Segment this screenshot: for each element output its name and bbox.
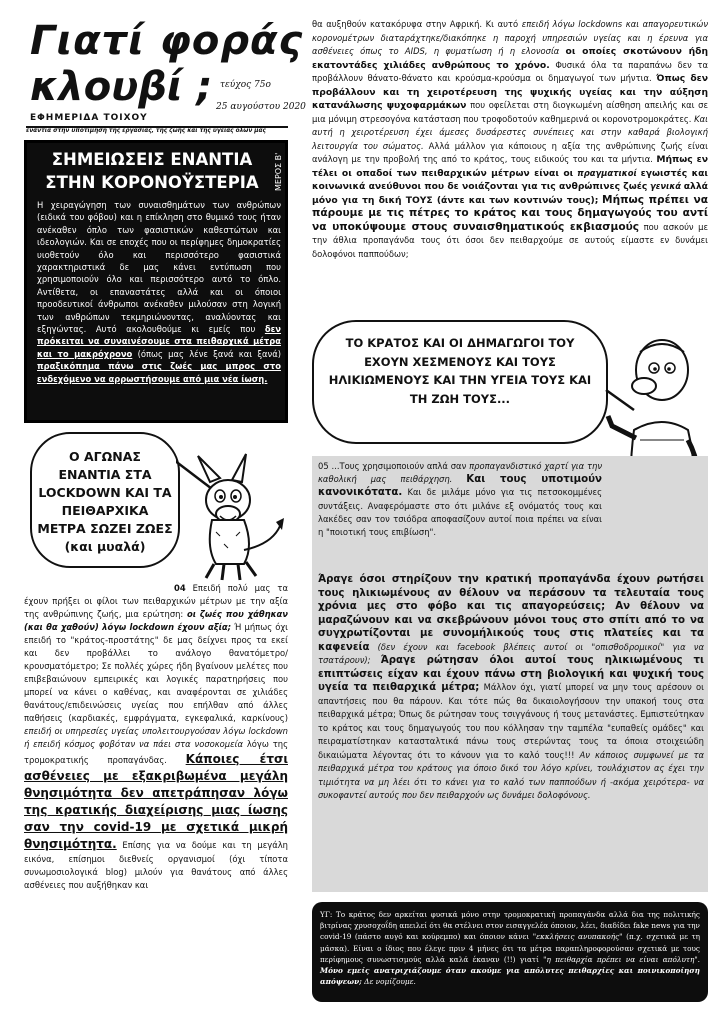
- section-05-intro-italic: προπαγανδιστικό χαρτί για την καθολική μας πειθάρχηση.: [318, 461, 602, 485]
- postscript-2-italic: "η πειθαρχία πρέπει να είναι απόλυτη".: [543, 954, 701, 964]
- donkey-cartoon-icon: [176, 452, 288, 582]
- right-text-4-bold-italic-2: γενικά: [649, 181, 682, 191]
- section-05-body-2: Μάλλον όχι, γιατί μπορεί να μην τους αρέσουν οι απαντήσεις που θα πάρουν. Και τότε πώς θα δικαιολογήσουν την υπακοή τους στα πειθαρχικά μέτρα; Όπως δε ρώτησαν τους τσιγγάνους ή τους μετανάστες. Εμπιστεύτηκαν το κράτος και τους δημαγωγούς του που κόλλησαν την ταμπέλα "ευπαθείς ομάδες" και πειραματίστηκαν κατασταλτικά πάνω τους στερώντας τους τα όποια στοιχειώδη δικαιώματα λέγοντας ότι το κάνουν για το καλό τους!!!: [318, 682, 705, 760]
- section-04-body-end: λόγω της τρομοκρατικής προπαγάνδας.: [24, 739, 288, 765]
- section-04-italic: επειδή οι υπηρεσίες υγείας υπολειτουργούσαν λόγω lockdown ή επειδή κόσμος φοβόταν να πάει στα νοσοκομεία: [24, 726, 288, 749]
- postscript-1-italic: "εκκλήσεις ανυπακοής": [532, 932, 623, 942]
- right-text-4-bold-1: Μήπως εν τέλει οι οπαδοί των πειθαρχικών μέτρων είναι οι: [312, 154, 708, 179]
- notes-text-mid: (όπως μας λένε ξανά και ξανά): [132, 348, 281, 359]
- masthead: [26, 18, 306, 128]
- postscript-2: (π.χ. σχετικά με τη μάσκα). Είναι ο ίδιος που έλεγε πριν 4 μήνες ότι τα μέτρα παραπληροφορούσαν σχετικά με τους περίφημους συνωστισμούς αλλά καλά έκαναν (!!) γιατί: [320, 932, 701, 964]
- right-text-4-bold-3: αλλά μόνο για τη δική ΤΟΥΣ (άντε και των κοντινών τους);: [312, 181, 708, 206]
- notes-text: Η χειραγώγηση των συναισθημάτων των ανθρώπων (ειδικά του φόβου) και η επίκληση στο θυμικό τους ήταν ανέκαθεν όπλο των φασιστικών καθεστώτων και ιδεολογιών. Και σε εποχές που οι περίφημες δημοκρατίες υιοθετούν όλο και περισσότερο φασιστικά χαρακτηριστικά δε μας κάνει εντύπωση που χρησιμοποιούν όλο και περισσότερο αυτό το όπλο. Αντίθετα, οι επαναστάτες αλλά και οι όποιοι προοδευτικοί άνθρωποι ανέκαθεν μιλούσαν στη λογική των ανθρώπων τεκμηριώνοντας, αναλύοντας και εξηγώντας. Αυτό ακολουθούμε κι εμείς που: [37, 200, 281, 335]
- notes-body: [37, 199, 281, 385]
- right-text-4-bold-italic: πραγματικοί: [577, 167, 637, 178]
- speech-bubble-right-text: ΤΟ ΚΡΑΤΟΣ ΚΑΙ ΟΙ ΔΗΜΑΓΩΓΟΙ ΤΟΥ ΕΧΟΥΝ ΧΕΣΜΕΝΟΥΣ ΚΑΙ ΤΟΥΣ ΗΛΙΚΙΩΜΕΝΟΥΣ ΚΑΙ ΤΗΝ ΥΓΕΙΑ ΤΟΥΣ ΚΑΙ ΤΗ ΖΩΗ ΤΟΥΣ...: [328, 336, 592, 406]
- right-text-1: θα αυξηθούν κατακόρυφα στην Αφρική. Κι αυτό: [312, 19, 519, 29]
- masthead-subtitle: ΕΦΗΜΕΡΙΔΑ ΤΟΙΧΟΥ: [30, 113, 148, 123]
- postscript-closing: Δε νομίζουμε.: [364, 977, 416, 987]
- issue-date: 25 αυγούστου 2020: [216, 102, 306, 112]
- notes-underlined-1: δεν πρόκειται να συναινέσουμε στα πειθαρχικά μέτρα και το μακρόχρονο: [37, 324, 281, 359]
- right-text-1-italic: επειδή λόγω lockdowns και απαγορευτικών κορονομέτρων διαταράχτηκε/διακόπηκε η παροχή υπηρεσιών υγείας και η έρευνα για ασθένειες όπως το AIDS, η φυματίωση ή η ελονοσία: [312, 19, 708, 56]
- section-05-body-1: Και δε μιλάμε μόνο για τις πετσοκομμένες συντάξεις. Αναφερόμαστε στο ότι μιλάνε εξ ονόματός τους και λακέδες σαν τον τσιόδρα αποφασίζουν αυτοί ποια πρέπει να είναι η "ποιοτική τους επιβίωση".: [318, 487, 602, 538]
- notes-underlined-2: πραξικόπημα πάνω στις ζωές μας μπρος στο ενδεχόμενο να αρρωστήσουμε από μια νέα ίωση.: [37, 361, 281, 384]
- masthead-title-line2: κλουβί ;: [30, 64, 213, 110]
- section-05-intro: ...Τους χρησιμοποιούν απλά σαν: [331, 461, 467, 471]
- postscript-1: ΥΓ: Το κράτος δεν αρκείται φυσικά μόνο στην τρομοκρατική προπαγάνδα αλλά δια της πολιτικής βιτρίνας χρυσοχοΐδη απειλεί ότι θα στέλνει στον εισαγγελέα όποιον, λέει, διαδίδει fake news για την covid-19 (πάστο αυγό και κούρεμπο) και όποιον κάνει: [320, 910, 700, 942]
- section-04-closing: Επίσης για να δούμε και τη μεγάλη εικόνα, επίσημοι διεθνείς οργανισμοί (όχι τίποτα συνωμοσιολογικά blog) μιλούν για θανάτους από άλλες ασθένειες που αυξήθηκαν και: [24, 840, 288, 890]
- section-05-question-1: Άραγε όσοι στηρίζουν την κρατική προπαγάνδα έχουν ρωτήσει τους ηλικιωμένους αν θέλουν να περάσουν τα τελευταία τους χρόνια μες στο φόβο και τις απαγορεύσεις; Αν θέλουν να μαραζώνουν και να σκεβρώνουν μόνοι τους στο σπίτι από το να συγχρωτίζονται με συνομήλικούς τους στις πλατείες και τα καφενεία: [318, 574, 704, 653]
- right-text-2-bold: Όπως δεν προβάλλουν και τη χειροτέρευση της ψυχικής υγείας και την αύξηση κατανάλωσης ψυχοφαρμάκων: [312, 73, 709, 111]
- section-04-body: Ή μήπως όχι επειδή το "κράτος-προστάτης" δε μας δείχνει προς τα εκεί και δεν προβάλλει το ανάλογο θανατόμετρο/κρουσματόμετρο; Σε πολλές χώρες ήδη βγαίνουν μελέτες που επιβεβαιώνουν εμπειρικές και λογικές παρατηρήσεις που μπορεί να κάνει ο καθένας, και αναφέρονται σε χιλιάδες θανάτους/επιδεινώσεις υγείας που επήλθαν από άλλες παθήσεις (καρδιακές, εμφράγματα, εγκεφαλικά, καρκίνους): [24, 622, 288, 723]
- speech-bubble-left: [30, 432, 180, 568]
- section-05-closing: Αν κάποιος συμφωνεί με τα πειθαρχικά μέτρα του κράτους για όποιο δικό του λόγο κρίνει, τουλάχιστον ας έχει την τιμιότητα να μη λέει ότι το κάνει για το καλό των παππούδων ή -ακόμα χειρότερα- να συκοφαντεί αυτούς που δεν πειθαρχούν ως δυνάμει δολοφόνους.: [318, 749, 705, 800]
- section-05-number: 05: [318, 461, 329, 471]
- postscript-box: [312, 902, 708, 1002]
- right-text-5: που ασκούν με την άθλια προπαγάνδα τους ότι όσοι δεν πειθαρχούμε σε αυτούς είμαστε εν δυνάμει δολοφόνοι παππούδων;: [312, 221, 708, 259]
- section-05-question-2: Άραγε ρώτησαν όλοι αυτοί τους ηλικιωμένους τι επιπτώσεις είχαν και έχουν πάνω στη βιολογική και ψυχική τους υγεία τα πειθαρχικά μέτρα;: [318, 655, 704, 693]
- section-05-aside: (δεν έχουν και facebook βλέπεις αυτοί οι "οπισθοδρομικοί" για να τσατάρουν);: [318, 641, 704, 665]
- section-05-box: [312, 456, 708, 892]
- speech-bubble-right: [312, 320, 608, 444]
- section-04-intro: Επειδή πολύ μας τα έχουν πρήξει οι φίλοι των πειθαρχικών μέτρων με την αξία της ανθρώπινης ζωής, μια ερώτηση:: [24, 583, 288, 619]
- issue-number: τεύχος 75ο: [220, 80, 271, 90]
- right-text-5-highlight: Μήπως πρέπει να πάρουμε με τις πέτρες το κράτος και τους δημαγωγούς του αντί να υποκύψουμε στους συναισθηματικούς εκβιασμούς: [312, 193, 708, 233]
- postscript-text: [320, 909, 700, 987]
- section-04-number: 04: [174, 583, 186, 593]
- section-05-intro-bold: Και τους υποτιμούν κανονικότατα.: [318, 474, 602, 499]
- section-05-text-top: [318, 460, 602, 539]
- speech-bubble-left-text: [36, 448, 174, 556]
- masthead-title-line1: Γιατί φοράς: [30, 18, 304, 64]
- bubble-left-sub: (και μυαλά): [64, 539, 146, 554]
- right-column-text: [312, 18, 708, 261]
- notes-box: [24, 140, 288, 423]
- notes-part-label: ΜΕΡΟΣ Β': [274, 152, 283, 192]
- masthead-motto: ενάντια στην υποτίμηση της εργασίας, της ζωής και της υγείας όλων μας: [26, 128, 266, 134]
- section-04-question: οι ζωές που χάθηκαν (και θα χαθούν) λόγω lockdown έχουν αξία;: [24, 609, 288, 632]
- postscript-question: Μόνο εμείς ανατριχιάζουμε όταν ακούμε για απόλυτες πειθαρχίες και ποινικοποίηση απόψεων;: [320, 966, 700, 987]
- right-text-3-italic: Και αυτή η χειροτέρευση έχει άμεσες δυσάρεστες συνέπειες και στην καθαρά βιολογική λειτουργία του σώματος.: [312, 113, 708, 151]
- section-05-text-bottom: [318, 573, 704, 803]
- right-text-4-bold-2: εγωιστές και κοινωνικά ανεύθυνοι που δε νοιάζονται για τις ανθρώπινες ζωές: [312, 167, 708, 192]
- right-text-4: Αλλά μάλλον για κάποιους η αξία της ανθρώπινης ζωής είναι ανάλογη με την προβολή της από το κράτος, τους ειδικούς του και τα μήντια.: [312, 140, 708, 164]
- bubble-left-main: Ο ΑΓΩΝΑΣ ΕΝΑΝΤΙΑ ΣΤΑ LOCKDOWN ΚΑΙ ΤΑ ΠΕΙΘΑΡΧΙΚΑ ΜΕΤΡΑ ΣΩΖΕΙ ΖΩΕΣ: [37, 449, 173, 536]
- right-text-3: που οφείλεται στη διογκωμένη αίσθηση απειλής και σε μια μόνιμη στρεσογόνα κατάσταση που τροφοδοτούν καθημερινά οι κορονοτρομοκράτες.: [312, 100, 709, 124]
- notes-title: ΣΗΜΕΙΩΣΕΙΣ ΕΝΑΝΤΙΑ ΣΤΗΝ ΚΟΡΟΝΟΫΣΤΕΡΙΑ: [45, 150, 259, 192]
- right-text-2: Φυσικά όλα τα παραπάνω δεν τα προβάλλουν θάνατο-θάνατο και κρούσμα-κρούσμα οι δημαγωγοί των μήντια.: [312, 59, 708, 83]
- section-04-highlight: Κάποιες έτσι ασθένειες με εξακριβωμένα μεγάλη θνησιμότητα δεν απετράπησαν λόγω της κρατικής διαχείρισης μιας ίωσης σαν την covid-19 με σχετικά μικρή θνησιμότητα.: [24, 752, 288, 851]
- section-04-text: [24, 582, 288, 892]
- right-text-1-bold: οι οποίες σκοτώνουν ήδη εκατοντάδες χιλιάδες ανθρώπους το χρόνο.: [312, 46, 708, 71]
